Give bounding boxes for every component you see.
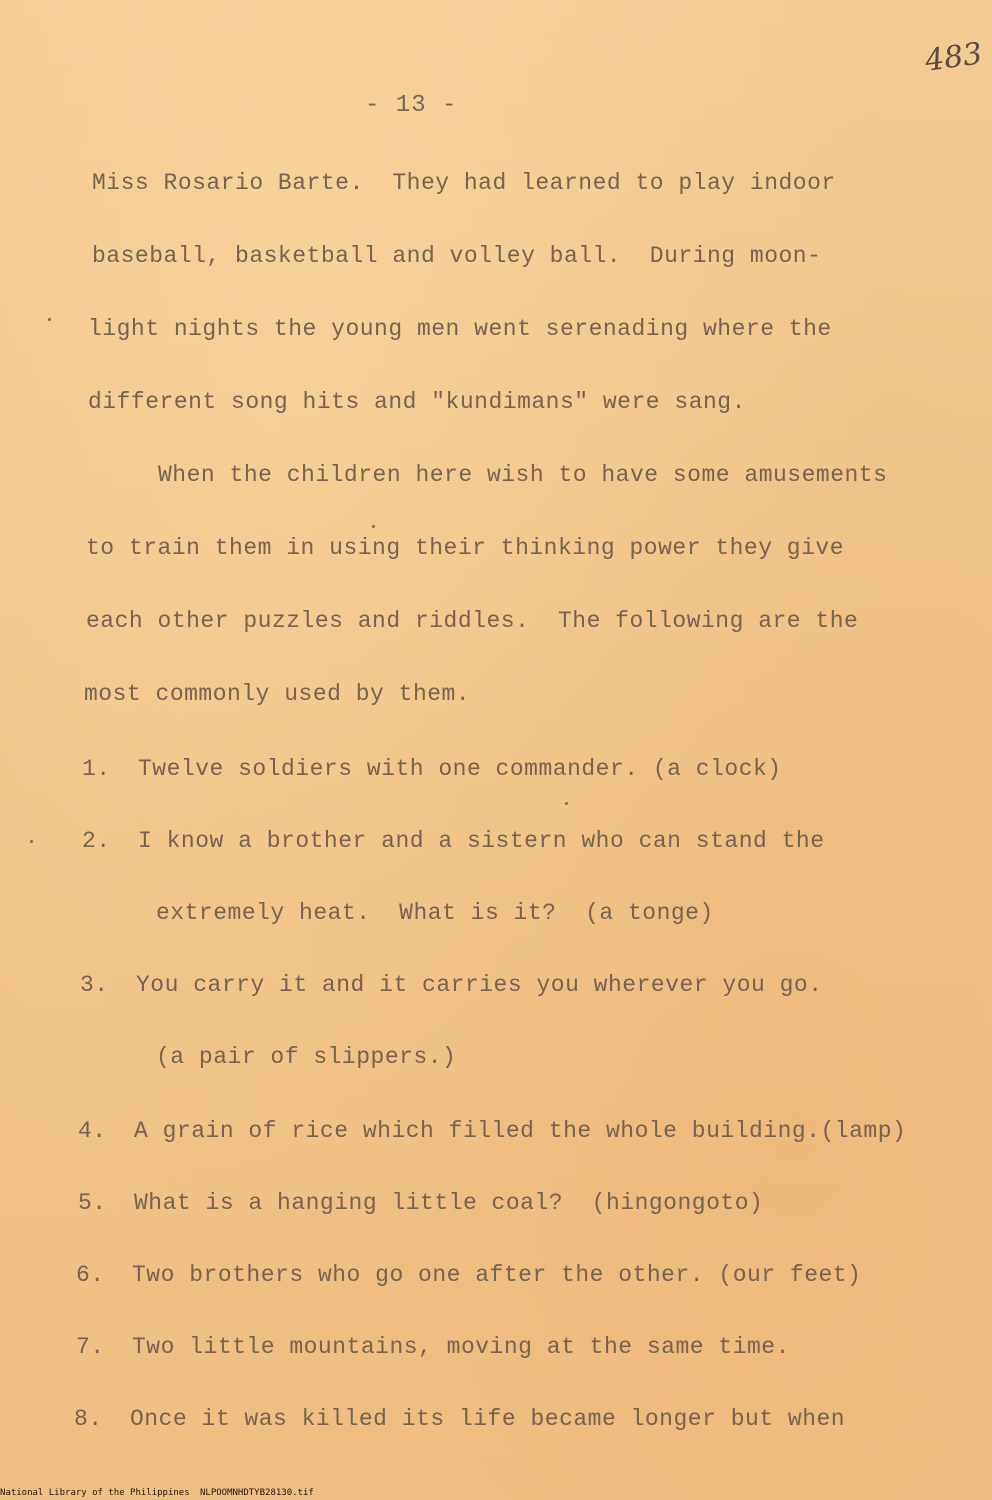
- riddle-text: You carry it and it carries you wherever you go.: [136, 972, 823, 998]
- riddle-number: 3.: [80, 972, 109, 998]
- paper-speck: [565, 802, 568, 805]
- riddle-2-continuation: extremely heat. What is it? (a tonge): [156, 900, 714, 926]
- riddle-number: 1.: [82, 756, 111, 782]
- riddle-text: What is a hanging little coal? (hingongoto): [134, 1190, 764, 1216]
- paragraph-2-line-1: When the children here wish to have some amusements: [158, 462, 888, 488]
- riddle-text: A grain of rice which filled the whole building.(lamp): [134, 1118, 907, 1144]
- paper-speck: [372, 525, 375, 528]
- paragraph-1-line-2: baseball, basketball and volley ball. During moon-: [92, 243, 822, 269]
- riddle-number: 7.: [76, 1334, 105, 1360]
- paragraph-2-line-2: to train them in using their thinking power they give: [86, 535, 845, 561]
- riddle-5: [78, 1190, 763, 1216]
- riddle-number: 8.: [74, 1406, 103, 1432]
- riddle-text: Two little mountains, moving at the same time.: [132, 1334, 790, 1360]
- riddle-text: I know a brother and a sistern who can stand the: [138, 828, 825, 854]
- paragraph-2-line-3: each other puzzles and riddles. The following are the: [86, 608, 859, 634]
- paragraph-1-line-4: different song hits and "kundimans" were sang.: [88, 389, 746, 415]
- paragraph-1-line-1: Miss Rosario Barte. They had learned to play indoor: [92, 170, 836, 196]
- riddle-number: 2.: [82, 828, 111, 854]
- riddle-4: [78, 1118, 906, 1144]
- riddle-7: [76, 1334, 790, 1360]
- paragraph-2-line-4: most commonly used by them.: [84, 681, 471, 707]
- footer-file: NLPOOMNHDTYB28130.tif: [200, 1488, 314, 1498]
- riddle-1: [82, 756, 782, 782]
- page-number: - 13 -: [365, 92, 458, 119]
- paragraph-1-line-3: light nights the young men went serenading where the: [88, 316, 832, 342]
- riddle-number: 6.: [76, 1262, 105, 1288]
- riddle-6: [76, 1262, 861, 1288]
- riddle-3: [80, 972, 823, 998]
- riddle-8: [74, 1406, 845, 1432]
- riddle-2: [82, 828, 825, 854]
- riddle-number: 5.: [78, 1190, 107, 1216]
- footer-library: National Library of the Philippines: [0, 1488, 190, 1498]
- riddle-text: Two brothers who go one after the other. (our feet): [132, 1262, 862, 1288]
- paper-speck: [30, 840, 33, 843]
- riddle-number: 4.: [78, 1118, 107, 1144]
- paper-speck: [48, 318, 51, 321]
- handwritten-page-number: 483: [922, 36, 985, 79]
- riddle-3-continuation: (a pair of slippers.): [156, 1044, 457, 1070]
- riddle-text: Twelve soldiers with one commander. (a clock): [138, 756, 782, 782]
- riddle-text: Once it was killed its life became longer but when: [130, 1406, 846, 1432]
